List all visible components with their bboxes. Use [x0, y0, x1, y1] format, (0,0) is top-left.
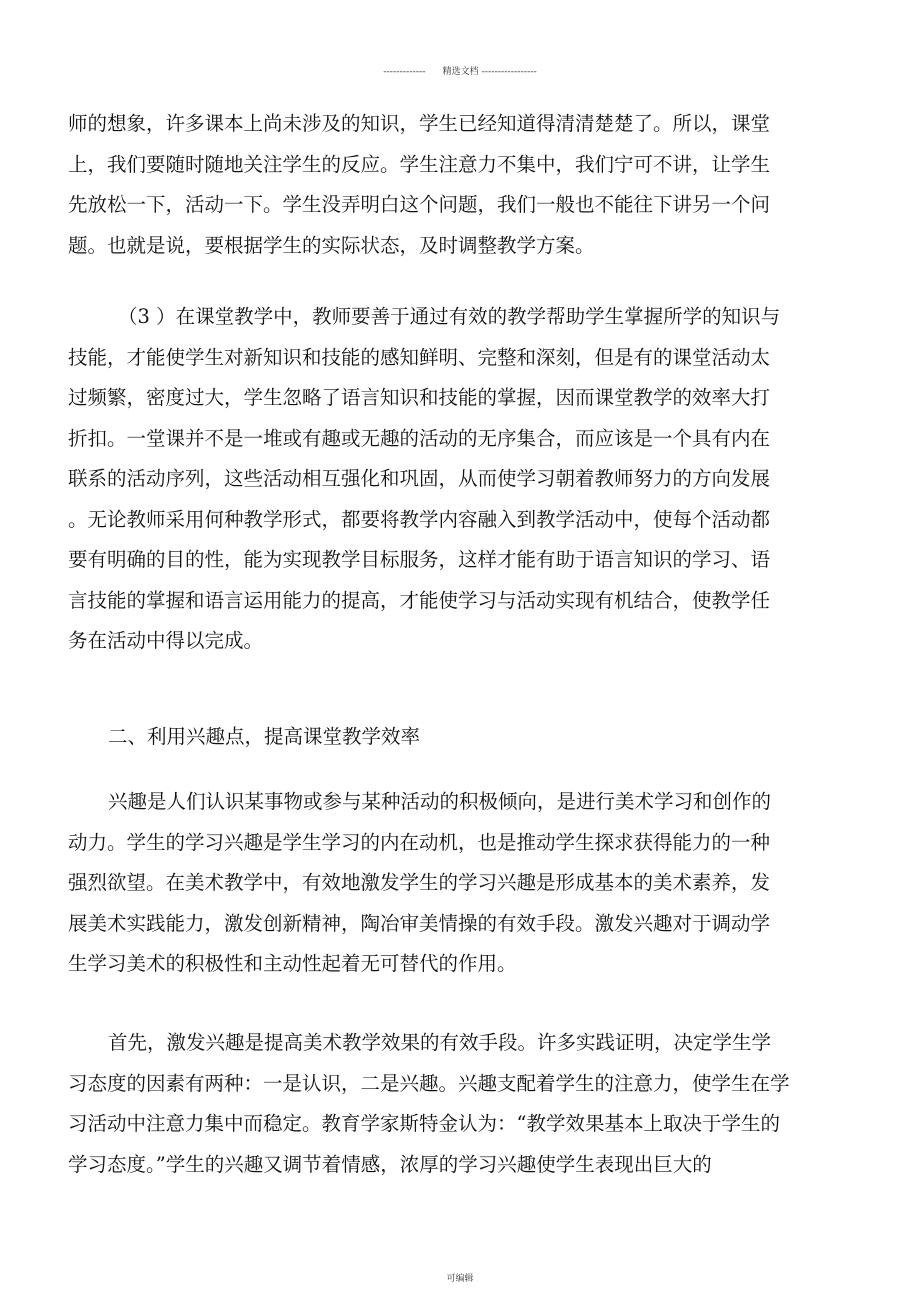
text-line: 首先，激发兴趣是提高美术教学效果的有效手段。许多实践证明，决定学生学: [108, 1031, 772, 1054]
text-line: 生学习美术的积极性和主动性起着无可替代的作用。: [68, 952, 517, 975]
page-footer: 可编辑: [446, 1274, 474, 1284]
text-line: 技能，才能使学生对新知识和技能的感知鲜明、完整和深刻，但是有的课堂活动太: [68, 345, 771, 369]
text-line: 先放松一下，活动一下。学生没弄明白这个问题，我们一般也不能往下讲另一个问: [68, 193, 771, 216]
text-line: 强烈欲望。在美术教学中，有效地激发学生的学习兴趣是形成基本的美术素养，发: [68, 871, 771, 894]
text-line: 过频繁，密度过大，学生忽略了语言知识和技能的掌握，因而课堂教学的效率大打: [68, 386, 771, 409]
text-line: 言技能的掌握和语言运用能力的提高，才能使学习与活动实现有机结合，使教学任: [68, 588, 771, 612]
text-line: 师的想象，许多课本上尚未涉及的知识，学生已经知道得清清楚楚了。所以，课堂: [68, 112, 771, 135]
text-line: 题。也就是说，要根据学生的实际状态，及时调整教学方案。: [68, 233, 595, 257]
paragraph-2: [68, 297, 828, 662]
paragraph-3: [68, 782, 828, 985]
text-line: 兴趣是人们认识某事物或参与某种活动的积极倾向，是进行美术学习和创作的: [108, 790, 772, 813]
text-line: 务在活动中得以完成。: [68, 629, 264, 652]
text-line: （3 ）在课堂教学中，教师要善于通过有效的教学帮助学生掌握所学的知识与: [118, 305, 781, 328]
text-line: 展美术实践能力，激发创新精神，陶冶审美情操的有效手段。激发兴趣对于调动学: [68, 911, 771, 935]
text-line: 折扣。一堂课并不是一堆或有趣或无趣的活动的无序集合，而应该是一个具有内在: [68, 426, 771, 450]
text-line: 要有明确的目的性，能为实现教学目标服务，这样才能有助于语言知识的学习、语: [68, 548, 771, 571]
text-line: 学习态度。”学生的兴趣又调节着情感，浓厚的学习兴趣使学生表现出巨大的: [68, 1152, 712, 1176]
text-line: 上，我们要随时随地关注学生的反应。学生注意力不集中，我们宁可不讲，让学生: [68, 152, 771, 176]
paragraph-1: [68, 104, 828, 266]
text-line: 习态度的因素有两种：一是认识，二是兴趣。兴趣支配着学生的注意力，使学生在学: [68, 1071, 790, 1095]
text-line: 联系的活动序列，这些活动相互强化和巩固，从而使学习朝着教师努力的方向发展: [68, 467, 771, 490]
text-line: 动力。学生的学习兴趣是学生学习的内在动机，也是推动学生探求获得能力的一种: [68, 830, 771, 854]
text-line: 习活动中注意力集中而稳定。教育学家斯特金认为：“教学效果基本上取决于学生的: [68, 1112, 780, 1135]
paragraph-4: [68, 1023, 828, 1185]
page-header: ------------- 精选文档 -----------------: [383, 67, 537, 77]
section-heading: [68, 717, 828, 758]
text-line: 。无论教师采用何种教学形式，都要将教学内容融入到教学活动中，使每个活动都: [68, 507, 771, 531]
heading-text: 二、利用兴趣点，提高课堂教学效率: [108, 725, 421, 748]
